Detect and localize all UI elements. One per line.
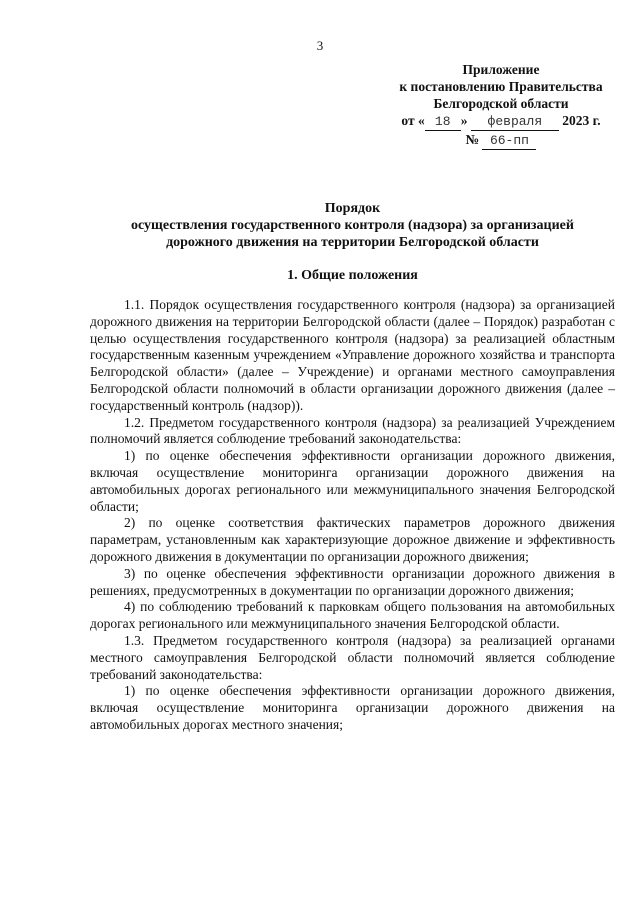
page-number: 3 — [316, 38, 324, 53]
body-text — [90, 297, 615, 734]
appendix-number-line — [370, 131, 632, 150]
date-month: февраля — [471, 113, 559, 131]
document-number: 66-пп — [482, 132, 536, 150]
date-mid: » — [460, 113, 468, 128]
document-title — [90, 200, 615, 251]
document-title-line-3: дорожного движения на территории Белгородской области — [166, 235, 539, 250]
paragraph: 1) по оценке обеспечения эффективности организации дорожного движения, включая осуществление мониторинга организации дорожного движения на автомобильных дорогах регионального или межмуниципального значения Белгородской области; — [90, 448, 615, 514]
paragraph: 1.3. Предметом государственного контроля (надзора) за реализацией органами местного самоуправления Белгородской области полномочий является соблюдение требований законодательства: — [90, 632, 615, 682]
paragraph: 1.2. Предметом государственного контроля (надзора) за реализацией Учреждением полномочий является соблюдение требований законодательства: — [90, 414, 615, 447]
document-title-line-1: Порядок — [324, 201, 381, 216]
paragraph: 3) по оценке обеспечения эффективности организации дорожного движения в решениях, предусмотренных в документации по организации дорожного движения; — [90, 565, 615, 598]
appendix-header — [370, 61, 632, 150]
date-prefix: от « — [401, 113, 425, 128]
paragraph: 4) по соблюдению требований к парковкам общего пользования на автомобильных дорогах регионального или межмуниципального значения Белгородской области. — [90, 599, 615, 632]
appendix-label: Приложение — [462, 62, 540, 77]
paragraph: 1) по оценке обеспечения эффективности организации дорожного движения, включая осуществление мониторинга организации дорожного движения на автомобильных дорогах местного значения; — [90, 683, 615, 732]
date-year: 2023 г. — [562, 113, 601, 128]
paragraph: 2) по оценке соответствия фактических параметров дорожного движения параметрам, установленным как характеризующие дорожное движение и эффективность дорожного движения в документации по организации дорожного движения; — [90, 515, 615, 564]
section-title: 1. Общие положения — [287, 268, 418, 283]
appendix-date-line — [370, 112, 632, 131]
appendix-resolution-line: к постановлению Правительства — [399, 79, 603, 94]
paragraph: 1.1. Порядок осуществления государственного контроля (надзора) за организацией дорожного движения на территории Белгородской области (далее – Порядок) разработан с целью осуществления государственного контроля (надзора) за реализацией областным государственным казенным учреждением «Управление дорожного хозяйства и транспорта Белгородской области» (далее – Учреждение) и органами местного самоуправления Белгородской области полномочий в области организации дорожного движения (далее – государственный контроль (надзор)). — [90, 297, 615, 413]
appendix-region-line: Белгородской области — [433, 96, 569, 111]
date-day: 18 — [425, 113, 461, 131]
number-prefix: № — [465, 132, 480, 147]
document-title-line-2: осуществления государственного контроля (надзора) за организацией — [131, 218, 574, 233]
